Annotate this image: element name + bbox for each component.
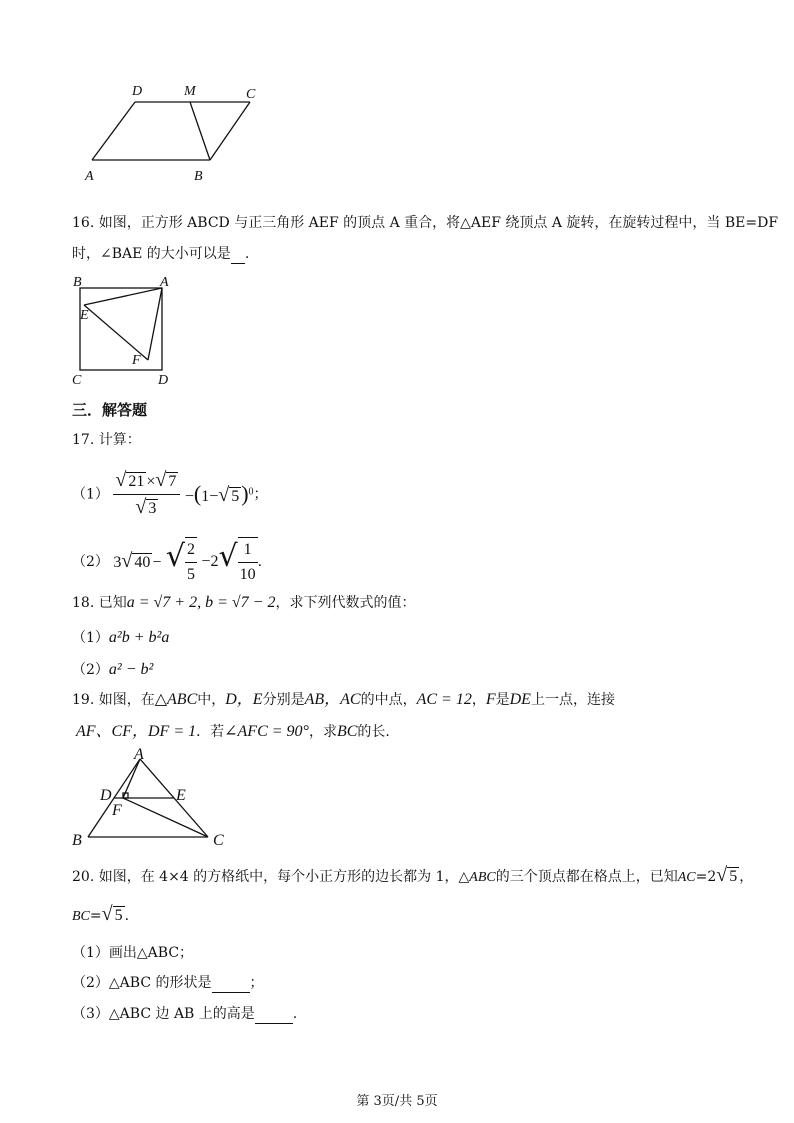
q20-eq1: =2 [695,869,717,885]
q18-stem [72,593,415,613]
q20-rad1: 5 [729,868,738,885]
q20-bc: BC [72,909,90,924]
label-b: B [73,275,82,290]
parallelogram-figure [80,80,280,190]
q18-definitions: a = √7 + 2, b = √7 − 2 [126,594,276,611]
label-a: A [134,746,144,763]
square-abcd [80,288,162,370]
q19-ab-ac: AB，AC [304,691,361,708]
q16-line1 [72,213,778,233]
label-b: B [194,169,203,184]
page-footer: 第 3页/共 5页 [356,1094,438,1109]
q17-p2-frac1-den: 5 [186,566,195,583]
q17-stem: 17. 计算： [72,432,141,448]
segment-mb [190,102,210,160]
q20-part2 [72,973,264,993]
q20-part3 [72,1004,297,1024]
q18-stem-post: ，求下列代数式的值： [275,595,416,611]
q17-p2-coef: 3 [113,554,122,571]
segment-af [123,759,140,798]
q16-line2 [72,244,249,264]
q18-p2-expr: a² − b² [108,661,154,678]
q19-t3: 分别是 [262,692,305,708]
q18-part1 [72,628,169,648]
q17-p2-frac1 [185,537,197,587]
label-f: F [132,353,141,368]
label-f: F [112,802,122,819]
q18-part2 [72,660,153,680]
q17-p1-times: × [146,473,156,490]
q20-p3-text: （3）△ABC 边 AB 上的高是 [72,1006,255,1022]
q20-line1: 20. 如图，在 4×4 的方格纸中，每个小正方形的边长都为 1，△ABC的三个顶点都在格点上，已知AC=2√ 5 ， [72,864,754,886]
q19-angle: ∠AFC = 90° [224,723,309,740]
q17-p2-frac2-den: 10 [239,566,256,583]
q20-p3-end: . [292,1006,298,1022]
label-b: B [72,832,82,849]
q19-line1 [72,690,615,710]
q20-t1: 20. 如图，在 4×4 的方格纸中，每个小正方形的边长都为 1，△ [72,869,470,885]
q17-p2-minus2: − [201,553,211,570]
segment-fa [148,288,162,360]
q17-p2-end: . [257,554,263,570]
q20-ac: AC [677,870,696,885]
q20-p2-answer-blank[interactable] [212,978,250,993]
q19-t9: ，求 [308,724,337,740]
segment-bc [210,102,250,160]
q17-p1-paren-open: ( [193,480,202,506]
section-title: 三．解答题 [72,401,148,419]
q17-p2-label: （2） [72,554,109,570]
q17-p1-rad-den: 3 [148,500,157,517]
q17-p1-exponent: 0 [248,486,254,498]
q19-tri: △ABC [154,691,198,708]
q19-line2 [76,722,390,742]
q19-t7: 上一点，连接 [530,692,615,708]
q16-text-1: 16. 如图，正方形 ABCD 与正三角形 AEF 的顶点 A 重合，将△AEF 绕顶点 A 旋转，在旋转过程中，当 BE=DF [72,215,779,231]
q19-f: F [485,691,496,708]
label-c: C [72,373,82,387]
q20-part1: （1）画出△ABC； [72,945,194,961]
q17-part1: （1） $\frac{√ 21 \times√ 7}{√ 3}$ −(1−√ 5)$^0$； [72,468,268,521]
q16-answer-blank[interactable] [231,249,245,264]
label-a: A [160,275,169,290]
square-figure [70,272,180,387]
q17-p1-one: 1 [201,487,210,505]
q19-t4: 的中点， [360,692,417,708]
q19-t10: 的长. [357,724,390,740]
label-c: C [213,832,224,849]
label-d: D [158,373,169,387]
segment-ae [84,288,162,305]
q19-t6: 是 [495,692,510,708]
q17-p2-frac2-num: 1 [238,538,258,563]
segment-da [92,102,135,160]
q17-p1-label: （1） [72,486,109,503]
q19-bc: BC [336,723,358,740]
q17-p1-rad-five: 5 [231,487,240,505]
label-c: C [246,87,256,102]
q17-p1-rad-b: 7 [168,473,177,490]
q20-eq2: = [89,908,102,924]
q16-text-end: . [244,246,250,262]
q19-t5: ， [471,692,486,708]
q18-p2-label: （2） [72,662,109,678]
q17-p2-rad: 40 [134,554,151,571]
q18-p1-label: （1） [72,630,109,646]
label-a: A [85,169,94,184]
q19-t2: 中， [197,692,226,708]
q20-line2: BC=√ 5 . [72,903,130,925]
q20-end2: . [124,908,130,924]
label-e: E [176,787,186,804]
label-d: D [100,787,112,804]
q20-p2-end: ； [249,975,264,991]
triangle-figure [68,745,238,850]
segment-ef [84,305,148,360]
q19-t1: 19. 如图，在 [72,692,155,708]
q19-ac-eq: AC = 12 [416,691,472,708]
q20-p2-text: （2）△ABC 的形状是 [72,975,212,991]
q17-p1-minus: − [184,487,194,505]
q17-p1-inner-minus: − [209,487,219,505]
q17-p1-rad-a: 21 [128,473,145,490]
q17-p2-coef2: 2 [210,553,219,570]
q17-p2-frac2 [238,537,258,587]
label-e: E [80,308,89,323]
q17-p2-frac1-num: 2 [185,538,197,563]
q17-p1-fraction: $\frac{√ 21 \times√ 7}{√ 3}$ [113,468,180,521]
q17-p1-paren-close: ) [241,480,249,506]
label-m: M [184,84,196,99]
q20-end1: ， [739,869,754,885]
q20-t2: 的三个顶点都在格点上，已知 [495,869,678,885]
q20-abc: ABC [469,870,496,885]
q20-p3-answer-blank[interactable] [255,1009,293,1024]
q17-p2-minus: − [152,554,162,571]
segment-fc [123,798,208,837]
q18-p1-expr: a²b + b²a [108,629,170,646]
q19-de2: DE [509,691,531,708]
q19-af-cf: AF、CF，DF = 1 [76,723,197,740]
q19-de: D，E [225,691,263,708]
q20-rad2: 5 [114,907,123,924]
q19-t8: ．若 [196,724,225,740]
q18-stem-pre: 18. 已知 [72,595,127,611]
q17-p1-end: ； [253,486,268,503]
q17-part2: （2） 3√ 40 − √ $\frac{2}{5}$ −2√ $\frac{1}{10}$ . [72,537,262,587]
label-d: D [132,84,143,99]
q16-text-2: 时，∠BAE 的大小可以是 [72,246,231,262]
